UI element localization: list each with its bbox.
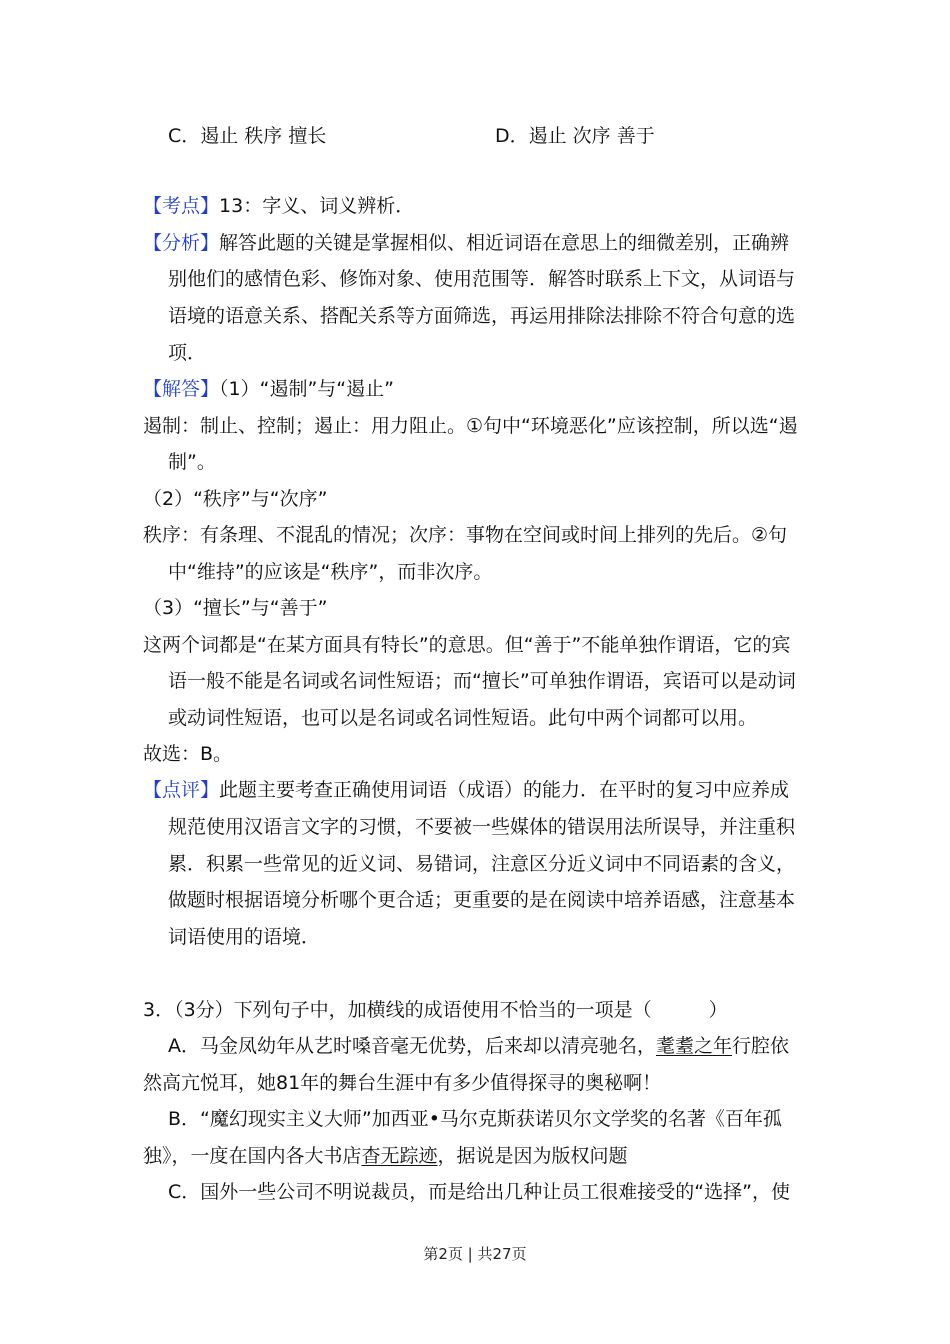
question-3-option-b-2 [143, 1143, 628, 1169]
fenxi-line-1 [143, 230, 789, 256]
jieda-h3: （3）“擅长”与“善于” [143, 597, 328, 619]
dianping-line-1 [143, 777, 789, 803]
dianping-text: 此题主要考查正确使用词语（成语）的能力．在平时的复习中应养成 [219, 779, 790, 801]
question-3-option-b-1: B．“魔幻现实主义大师”加西亚•马尔克斯获诺贝尔文学奖的名著《百年孤 [168, 1108, 782, 1130]
dianping-line-5: 词语使用的语境． [168, 926, 321, 948]
jieda-tag: 【解答】 [143, 378, 220, 400]
jieda-p2-1: 秩序：有条理、不混乱的情况；次序：事物在空间或时间上排列的先后。②句 [143, 524, 788, 546]
dianping-tag: 【点评】 [143, 779, 220, 801]
question-3-option-a-2: 然高亢悦耳，她81年的舞台生涯中有多少值得探寻的奥秘啊！ [143, 1072, 662, 1094]
fenxi-line-4: 项． [168, 342, 207, 364]
option-b-text-cont: ，据说是因为版权问题 [437, 1145, 628, 1167]
fenxi-text: 解答此题的关键是掌握相似、相近词语在意思上的细微差别，正确辨 [219, 232, 790, 254]
option-d: D．遏止 次序 善于 [495, 125, 655, 147]
jieda-line-1 [143, 376, 394, 402]
option-c: C．遏止 秩序 擅长 [168, 125, 327, 147]
underlined-idiom-a: 耄耋之年 [656, 1035, 733, 1057]
jieda-h2: （2）“秩序”与“次序” [143, 488, 328, 510]
dianping-line-3: 累．积累一些常见的近义词、易错词，注意区分近义词中不同语素的含义， [168, 853, 796, 875]
kaodian-text: 13：字义、词义辨析． [219, 195, 415, 217]
jieda-p3-1: 这两个词都是“在某方面具有特长”的意思。但“善于”不能单独作谓语，它的宾 [143, 634, 791, 656]
kaodian-tag: 【考点】 [143, 195, 220, 217]
jieda-p2-2: 中“维持”的应该是“秩序”，而非次序。 [168, 561, 493, 583]
fenxi-line-2: 别他们的感情色彩、修饰对象、使用范围等．解答时联系上下文，从词语与 [168, 268, 796, 290]
option-b-text: 独》，一度在国内各大书店 [143, 1145, 362, 1167]
fenxi-line-3: 语境的语意关系、搭配关系等方面筛选，再运用排除法排除不符合句意的选 [168, 305, 796, 327]
jieda-p1-2: 制”。 [168, 451, 216, 473]
dianping-line-4: 做题时根据语境分析哪个更合适；更重要的是在阅读中培养语感，注意基本 [168, 889, 796, 911]
option-a-text-cont: 行腔依 [732, 1035, 790, 1057]
question-3-option-a-1 [168, 1033, 789, 1059]
option-a-text: A．马金凤幼年从艺时嗓音毫无优势，后来却以清亮驰名， [168, 1035, 656, 1057]
page-footer: 第2页 | 共27页 [423, 1245, 527, 1263]
jieda-p3-3: 或动词性短语，也可以是名词或名词性短语。此句中两个词都可以用。 [168, 707, 758, 729]
jieda-p3-2: 语一般不能是名词或名词性短语；而“擅长”可单独作谓语，宾语可以是动词 [168, 670, 796, 692]
fenxi-tag: 【分析】 [143, 232, 220, 254]
underlined-idiom-b: 杳无踪迹 [361, 1145, 438, 1167]
question-3-stem: 3．（3分）下列句子中，加横线的成语使用不恰当的一项是（ ） [143, 999, 728, 1021]
jieda-p1-1: 遏制：制止、控制；遏止：用力阻止。①句中“环境恶化”应该控制，所以选“遏 [143, 415, 798, 437]
jieda-answer: 故选：B。 [143, 743, 233, 765]
question-3-option-c-1: C．国外一些公司不明说裁员，而是给出几种让员工很难接受的“选择”，使 [168, 1181, 790, 1203]
kaodian-line [143, 193, 414, 219]
dianping-line-2: 规范使用汉语言文字的习惯，不要被一些媒体的错误用法所误导，并注重积 [168, 816, 796, 838]
jieda-head: （1）“遏制”与“遏止” [219, 378, 394, 400]
